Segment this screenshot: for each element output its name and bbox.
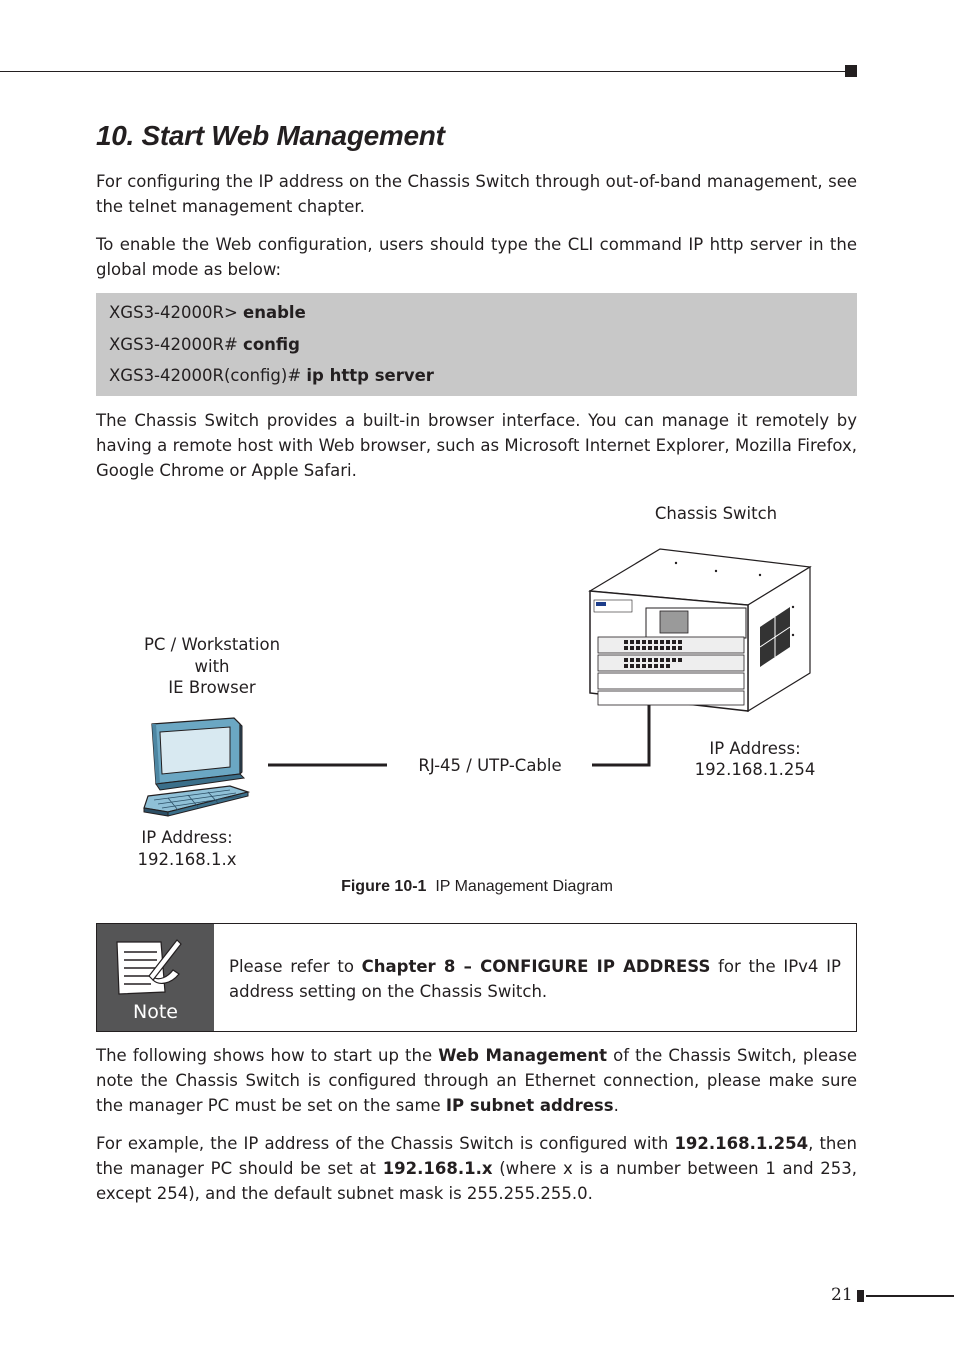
- p5-bold-1: 192.168.1.254: [674, 1134, 809, 1153]
- pc-workstation-icon: [138, 712, 250, 818]
- p5-text-3: (where x is a number between 1 and 253, except 254), and the default subnet mask is 255.255.255.0.: [96, 1159, 858, 1203]
- figure-number: Figure 10-1: [341, 878, 427, 895]
- p5-text-1: For example, the IP address of the Chassis Switch is configured with: [96, 1134, 675, 1153]
- cli-paragraph: To enable the Web configuration, users should type the CLI command IP http server in the global mode as below:: [96, 235, 857, 279]
- code-prompt: XGS3-42000R#: [109, 335, 244, 354]
- p4-bold-1: Web Management: [438, 1046, 607, 1065]
- p5-text-2: , then the manager PC should be set at: [96, 1134, 857, 1178]
- note-sidebar: [97, 924, 214, 1031]
- note-text: [229, 954, 841, 1004]
- pc-label-line1: PC / Workstation: [143, 635, 281, 654]
- switch-ip-value: 192.168.1.254: [694, 760, 816, 779]
- p5-bold-2: 192.168.1.x: [382, 1159, 493, 1178]
- note-text-part1: Please refer to: [229, 957, 362, 976]
- web-management-paragraph: [96, 1043, 857, 1118]
- browser-paragraph: The Chassis Switch provides a built-in browser interface. You can manage it remotely by having a remote host with Web browser, such as Microsoft Internet Explorer, Mozilla Firefox, Google Chrome or Apple Safari.: [96, 411, 857, 480]
- figure-caption: [0, 878, 954, 896]
- note-box: [96, 923, 857, 1032]
- page-number: 21: [831, 1285, 853, 1305]
- pc-label-line2: with: [194, 657, 230, 676]
- note-label: Note: [133, 1001, 178, 1023]
- cli-code-block: [96, 293, 857, 396]
- cable-label: RJ-45 / UTP-Cable: [418, 756, 562, 775]
- footer-marker: [857, 1290, 864, 1302]
- code-command: enable: [243, 303, 306, 322]
- section-heading: 10. Start Web Management: [96, 120, 445, 151]
- header-rule: [0, 71, 846, 72]
- code-command: ip http server: [306, 366, 434, 385]
- pc-label-line3: IE Browser: [168, 678, 256, 697]
- note-text-part2: for the IPv4 IP address setting on the Chassis Switch.: [229, 957, 841, 1001]
- code-line-1: [109, 303, 306, 322]
- code-prompt: XGS3-42000R(config)#: [109, 366, 307, 385]
- p4-text-1: The following shows how to start up the: [96, 1046, 439, 1065]
- intro-paragraph: For configuring the IP address on the Chassis Switch through out-of-band management, see the telnet management chapter.: [96, 172, 857, 216]
- code-prompt: XGS3-42000R>: [109, 303, 244, 322]
- header-square-marker: [845, 65, 857, 77]
- p4-bold-2: IP subnet address: [445, 1096, 614, 1115]
- note-pen-paper-icon: [113, 934, 183, 996]
- p4-text-3: .: [613, 1096, 619, 1115]
- footer-rule: [866, 1295, 954, 1297]
- chassis-switch-icon: [584, 545, 814, 717]
- pc-ip-value: 192.168.1.x: [137, 850, 237, 869]
- switch-label: Chassis Switch: [654, 504, 778, 523]
- code-line-2: [109, 335, 300, 354]
- figure-caption-text: IP Management Diagram: [435, 878, 613, 895]
- note-chapter-reference: Chapter 8 – CONFIGURE IP ADDRESS: [361, 957, 711, 976]
- pc-ip-label: IP Address:: [141, 828, 233, 847]
- code-command: config: [243, 335, 300, 354]
- example-paragraph: [96, 1131, 857, 1206]
- switch-ip-label: IP Address:: [709, 739, 801, 758]
- code-line-3: [109, 366, 434, 385]
- p4-text-2: of the Chassis Switch, please note the Chassis Switch is configured through an Ethernet connection, please make sure the manager PC must be set on the same: [96, 1046, 858, 1115]
